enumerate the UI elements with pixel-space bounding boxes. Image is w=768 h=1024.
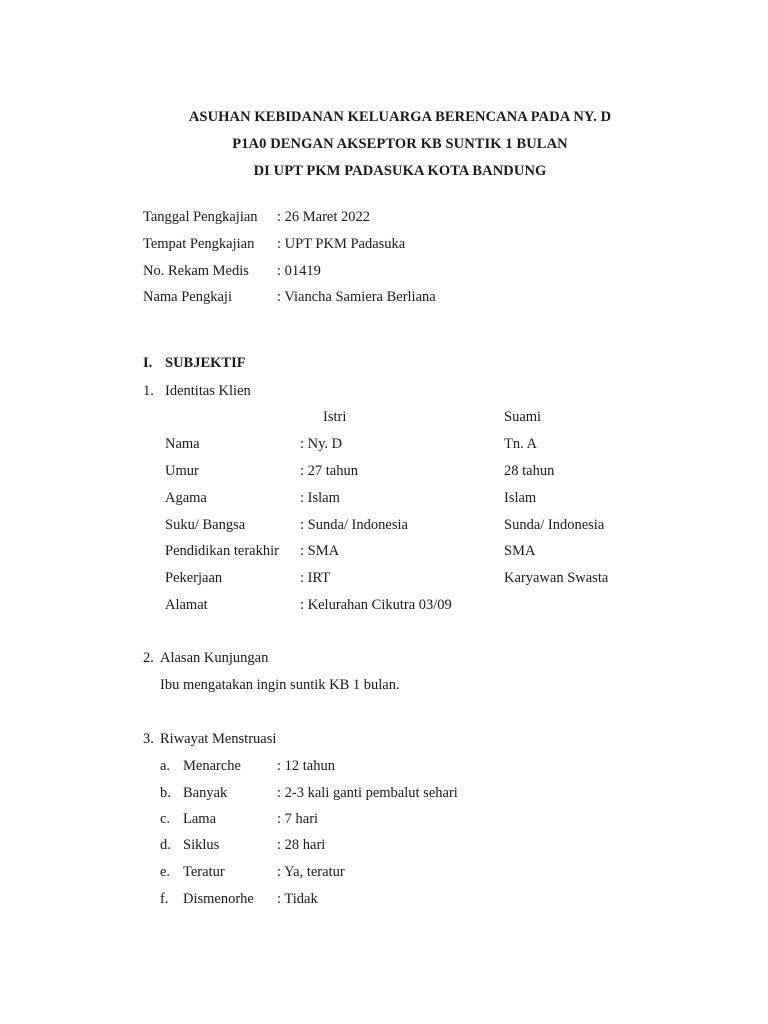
item-title-identitas: Identitas Klien <box>165 383 251 399</box>
menstruasi-item-value: : 7 hari <box>277 811 319 827</box>
section-heading-subjektif <box>143 355 246 372</box>
menstruasi-item-label: Lama <box>183 811 217 827</box>
identity-row-label: Umur <box>165 463 199 479</box>
document-title-line-3: DI UPT PKM PADASUKA KOTA BANDUNG <box>253 163 547 179</box>
alasan-text: Ibu mengatakan ingin suntik KB 1 bulan. <box>160 677 400 693</box>
info-value-rekam-medis: : 01419 <box>277 263 321 279</box>
info-label-tanggal: Tanggal Pengkajian <box>143 209 258 225</box>
identity-row-label: Pendidikan terakhir <box>165 543 279 559</box>
item-title-alasan: Alasan Kunjungan <box>160 650 269 666</box>
menstruasi-item-letter: e. <box>160 864 171 880</box>
identity-row-label: Nama <box>165 436 200 452</box>
identity-row-suami: SMA <box>504 543 536 559</box>
menstruasi-item-letter: b. <box>160 785 171 801</box>
info-label-tempat: Tempat Pengkajian <box>143 236 255 252</box>
identity-row-istri: : Ny. D <box>300 436 343 452</box>
item-number-identitas: 1. <box>143 383 154 399</box>
menstruasi-item-label: Menarche <box>183 758 241 774</box>
document-title-line-1: ASUHAN KEBIDANAN KELUARGA BERENCANA PADA NY. D <box>188 109 612 125</box>
menstruasi-item-label: Teratur <box>183 864 225 880</box>
identity-row-istri: : IRT <box>300 570 331 586</box>
menstruasi-item-letter: d. <box>160 837 171 853</box>
document-title-line-2: P1A0 DENGAN AKSEPTOR KB SUNTIK 1 BULAN <box>232 136 568 152</box>
identity-row-label: Suku/ Bangsa <box>165 517 246 533</box>
item-number-alasan: 2. <box>143 650 154 666</box>
section-roman-number: I. <box>143 355 153 371</box>
menstruasi-item-value: : 12 tahun <box>277 758 335 774</box>
identity-row-suami: Tn. A <box>504 436 538 452</box>
menstruasi-item-label: Banyak <box>183 785 228 801</box>
menstruasi-item-value: : 2-3 kali ganti pembalut sehari <box>277 785 458 801</box>
item-number-menstruasi: 3. <box>143 731 154 747</box>
item-title-menstruasi: Riwayat Menstruasi <box>160 731 277 747</box>
menstruasi-item-value: : 28 hari <box>277 837 326 853</box>
identity-row-suami: 28 tahun <box>504 463 555 479</box>
menstruasi-item-value: : Ya, teratur <box>277 864 345 880</box>
identity-row-suami: Sunda/ Indonesia <box>504 517 605 533</box>
menstruasi-item-letter: c. <box>160 811 171 827</box>
menstruasi-item-letter: f. <box>160 891 169 907</box>
menstruasi-item-label: Dismenorhe <box>183 891 254 907</box>
identity-row-istri: : 27 tahun <box>300 463 358 479</box>
identity-row-label: Agama <box>165 490 207 506</box>
menstruasi-item-letter: a. <box>160 758 171 774</box>
identity-row-istri: : Sunda/ Indonesia <box>300 517 408 533</box>
info-label-pengkaji: Nama Pengkaji <box>143 289 232 305</box>
column-header-suami: Suami <box>504 409 542 425</box>
identity-row-istri: : Islam <box>300 490 340 506</box>
identity-row-label: Alamat <box>165 597 208 613</box>
menstruasi-item-label: Siklus <box>183 837 220 853</box>
identity-row-suami: Islam <box>504 490 537 506</box>
info-label-rekam-medis: No. Rekam Medis <box>143 263 249 279</box>
info-value-tanggal: : 26 Maret 2022 <box>277 209 371 225</box>
identity-row-istri: : Kelurahan Cikutra 03/09 <box>300 597 452 613</box>
info-value-pengkaji: : Viancha Samiera Berliana <box>277 289 436 305</box>
column-header-istri: Istri <box>323 409 347 425</box>
section-title: SUBJEKTIF <box>165 355 246 371</box>
identity-row-label: Pekerjaan <box>165 570 223 586</box>
identity-row-istri: : SMA <box>300 543 340 559</box>
identity-row-suami: Karyawan Swasta <box>504 570 609 586</box>
menstruasi-item-value: : Tidak <box>277 891 318 907</box>
info-value-tempat: : UPT PKM Padasuka <box>277 236 406 252</box>
